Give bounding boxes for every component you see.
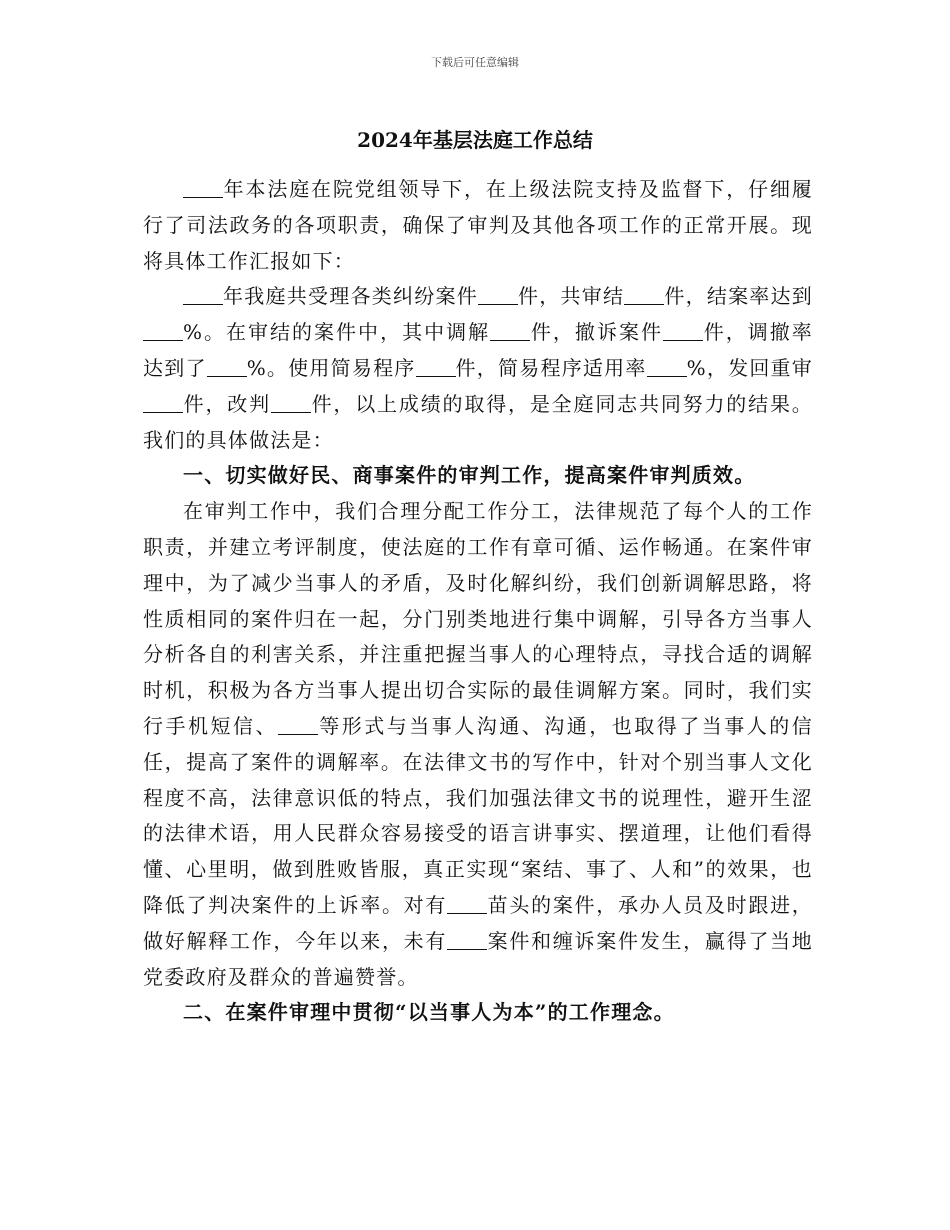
document-title: 2024年基层法庭工作总结 — [357, 128, 593, 152]
section-heading — [143, 995, 813, 1031]
paragraph-text: %。使用简易程序 — [246, 355, 416, 380]
fill-in-blank — [207, 356, 247, 377]
paragraph — [143, 172, 813, 279]
fill-in-blank — [143, 320, 183, 341]
fill-in-blank — [183, 177, 223, 198]
paragraph — [143, 279, 813, 458]
paragraph-text: 案件和缠诉案件发生，赢得了当地党委政府及群众的普遍赞誉。 — [143, 928, 813, 989]
paragraph-text: 件，共审结 — [518, 284, 625, 309]
paragraph-text: 件，以上成绩的取得，是全庭同志共同努力的结果。我们的具体做法是： — [143, 391, 813, 452]
header-note: 下载后可任意编辑 — [431, 56, 519, 69]
fill-in-blank — [416, 356, 456, 377]
paragraph-text: 苗头的案件，承办人员及时跟进，做好解释工作，今年以来，未有 — [143, 892, 813, 953]
document-body — [143, 172, 813, 1031]
paragraph-text: 等形式与当事人沟通、沟通，也取得了当事人的信任，提高了案件的调解率。在法律文书的写作中，针对个别当事人文化程度不高，法律意识低的特点，我们加强法律文书的说理性，避开生涩的法律术语，用人民群众容易接受的语言讲事实、摆道理，让他们看得懂、心里明，做到胜败皆服，真正实现“案结、事了、人和”的效果，也降低了判决案件的上诉率。对有 — [143, 713, 813, 917]
paragraph-text: 件，结案率达到 — [664, 284, 814, 309]
paragraph-text: 一、切实做好民、商事案件的审判工作，提高案件审判质效。 — [183, 463, 756, 488]
paragraph-text: 件，调撤率达到了 — [143, 320, 814, 380]
fill-in-blank — [271, 392, 311, 413]
paragraph-text: 二、在案件审理中贯彻“以当事人为本”的工作理念。 — [183, 1000, 675, 1025]
paragraph-text: 年本法庭在院党组领导下，在上级法院支持及监督下，仔细履行了司法政务的各项职责，确保了审判及其他各项工作的正常开展。现将具体工作汇报如下： — [143, 177, 813, 273]
fill-in-blank — [478, 284, 518, 305]
fill-in-blank — [647, 356, 687, 377]
paragraph — [143, 494, 813, 995]
fill-in-blank — [447, 929, 487, 950]
fill-in-blank — [624, 284, 664, 305]
fill-in-blank — [183, 284, 223, 305]
fill-in-blank — [143, 392, 183, 413]
paragraph-text: 件，简易程序适用率 — [455, 355, 647, 380]
paragraph-text: 年我庭共受理各类纠纷案件 — [223, 284, 478, 309]
section-heading — [143, 458, 813, 494]
paragraph-text: 件，改判 — [183, 391, 271, 416]
fill-in-blank — [447, 893, 487, 914]
fill-in-blank — [490, 320, 530, 341]
fill-in-blank — [278, 714, 318, 735]
paragraph-text: 件，撤诉案件 — [530, 320, 663, 345]
paragraph-text: %。在审结的案件中，其中调解 — [183, 320, 491, 345]
paragraph-text: 在审判工作中，我们合理分配工作分工，法律规范了每个人的工作职责，并建立考评制度，使法庭的工作有章可循、运作畅通。在案件审理中，为了减少当事人的矛盾，及时化解纠纷，我们创新调解思路，将性质相同的案件归在一起，分门别类地进行集中调解，引导各方当事人分析各自的利害关系，并注重把握当事人的心理特点，寻找合适的调解时机，积极为各方当事人提出切合实际的最佳调解方案。同时，我们实行手机短信、 — [143, 499, 813, 738]
fill-in-blank — [663, 320, 703, 341]
paragraph-text: %，发回重审 — [686, 355, 813, 380]
